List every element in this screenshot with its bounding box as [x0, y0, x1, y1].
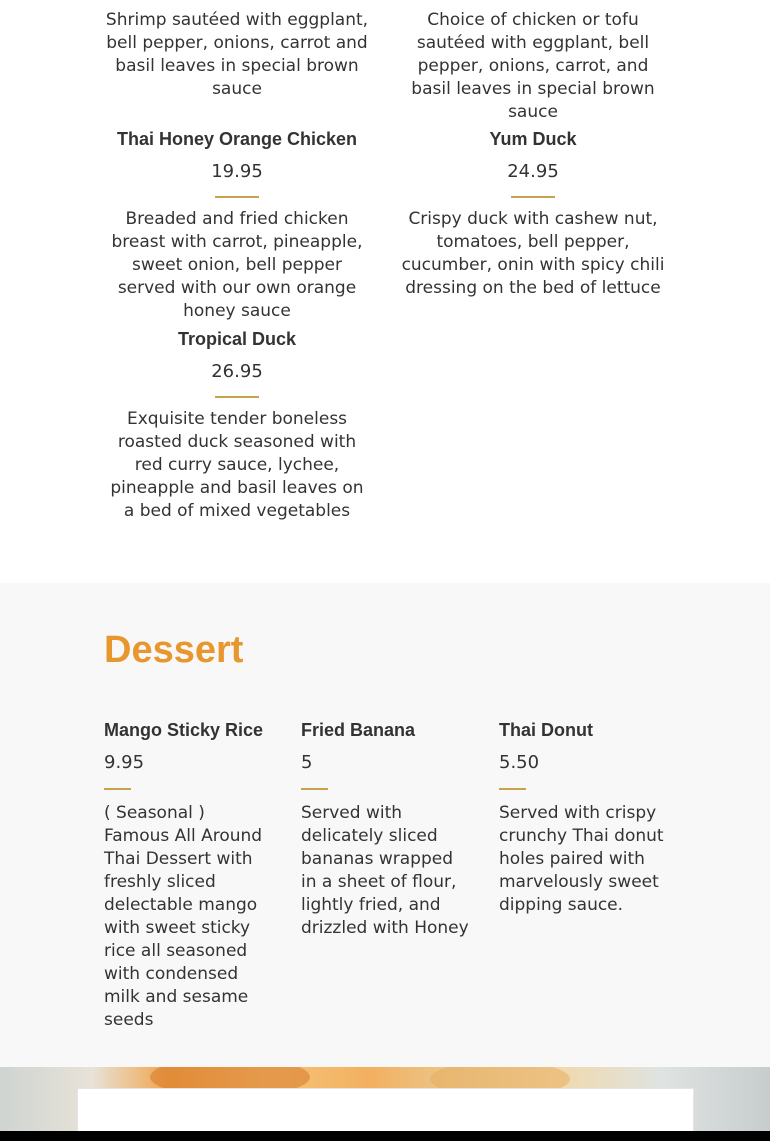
menu-item-description: Crispy duck with cashew nut, tomatoes, bell pepper, cucumber, onin with spicy chili dressing on the bed of lettuce: [401, 209, 665, 298]
section-title: Dessert: [104, 629, 244, 671]
menu-item-price: 5: [301, 752, 313, 773]
menu-item-name: Thai Honey Orange Chicken: [116, 129, 358, 149]
menu-item-tropical-duck: [104, 328, 370, 523]
bottom-bar: [0, 1131, 770, 1141]
menu-item-name: Mango Sticky Rice: [104, 720, 264, 740]
menu-item-price: 5.50: [499, 752, 540, 773]
menu-item-name: Fried Banana: [301, 720, 416, 740]
dessert-item-mango-sticky-rice: [104, 719, 272, 1032]
menu-item-description: Served with crispy crunchy Thai donut holes paired with marvelously sweet dipping sauce.: [499, 803, 664, 915]
menu-item-name: Thai Donut: [499, 720, 593, 740]
menu-item-yum-duck: [400, 128, 666, 300]
menu-item-price: 19.95: [211, 161, 263, 182]
menu-item-description: Choice of chicken or tofu sautéed with eggplant, bell pepper, onions, carrot, and basil leaves in special brown sauce: [411, 10, 655, 122]
menu-item-price: 26.95: [211, 361, 263, 382]
menu-item-description: Exquisite tender boneless roasted duck seasoned with red curry sauce, lychee, pineapple and basil leaves on a bed of mixed vegetables: [110, 409, 364, 521]
menu-item-description: Served with delicately sliced bananas wrapped in a sheet of flour, lightly fried, and drizzled with Honey: [301, 803, 469, 938]
divider: [301, 788, 328, 790]
divider: [511, 196, 555, 198]
divider: [215, 396, 259, 398]
divider: [104, 788, 131, 790]
menu-item-description: Shrimp sautéed with eggplant, bell pepper, onions, carrot and basil leaves in special brown sauce: [105, 10, 369, 99]
menu-item-name: Tropical Duck: [177, 329, 297, 349]
menu-item-description: Breaded and fried chicken breast with carrot, pineapple, sweet onion, bell pepper served with our own orange honey sauce: [111, 209, 363, 321]
dessert-item-fried-banana: [301, 719, 469, 940]
food-photo-banner: [0, 1067, 770, 1141]
menu-item-price: 9.95: [104, 752, 145, 773]
menu-item-price: 24.95: [507, 161, 559, 182]
dessert-item-thai-donut: [499, 719, 667, 917]
menu-item-thai-honey-orange-chicken: [104, 128, 370, 323]
dessert-section: [0, 583, 770, 1067]
menu-item-name: Yum Duck: [489, 129, 577, 149]
divider: [215, 196, 259, 198]
divider: [499, 788, 526, 790]
menu-item-description: ( Seasonal ) Famous All Around Thai Dessert with freshly sliced delectable mango with sweet sticky rice all seasoned with condensed milk and sesame seeds: [104, 803, 263, 1030]
